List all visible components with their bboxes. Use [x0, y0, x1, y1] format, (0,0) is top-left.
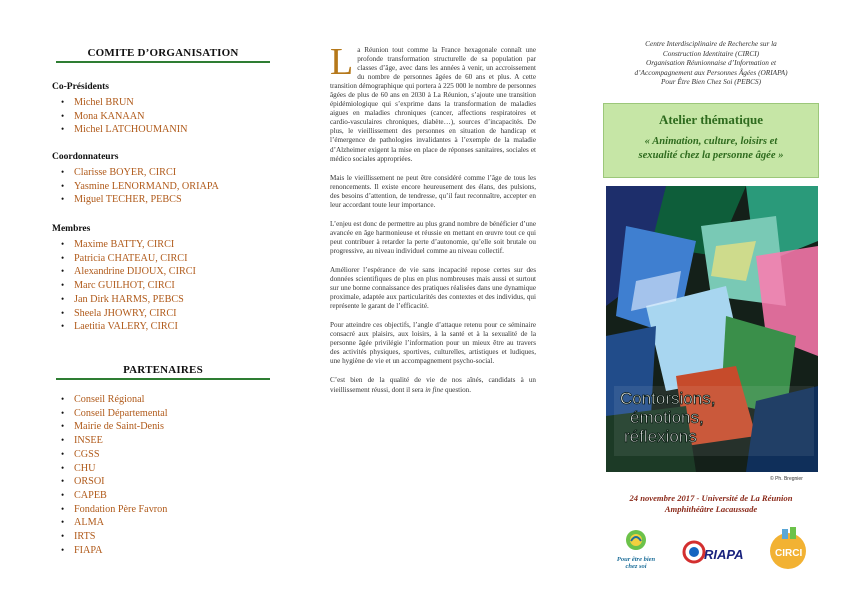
group-members [52, 224, 274, 334]
list-item: • Mona KANAAN [74, 110, 274, 124]
organizer-line: Organisation Réunionnaise d’Information et [645, 58, 777, 68]
list-item: • Miguel TECHER, PEBCS [74, 193, 274, 207]
left-panel [52, 0, 274, 600]
art-text-line: Contorsions, [620, 389, 716, 408]
circi-emblem-icon [766, 527, 810, 571]
list-item: • Maxime BATTY, CIRCI [74, 238, 274, 252]
group-title: Membres [52, 224, 91, 234]
list-item: • ORSOI [74, 475, 274, 489]
partners-title: PARTENAIRES [56, 364, 270, 380]
organizers-block [600, 39, 822, 87]
paragraph-5: Pour atteindre ces objectifs, l’angle d’attaque retenu pour ce séminaire consacré aux plaisirs, aux loisirs, à la santé et à la sexualité de la personne âgée privilégie l’information pour un mieux être au travers des activités physiques, sportives, culturelles, artistiques et ludiques, une hygiène de vie et un accompagnement psycho-social. [330, 321, 536, 366]
event-details [600, 493, 822, 515]
committee-title: COMITE D’ORGANISATION [56, 47, 270, 63]
organizer-line: Construction Identitaire (CIRCI) [662, 48, 760, 58]
partner-logos [600, 525, 822, 585]
list-item: • INSEE [74, 434, 274, 448]
cover-artwork [606, 186, 818, 472]
abstract-painting-image [606, 186, 818, 472]
group-title: Coordonnateurs [52, 152, 119, 162]
svg-text:CIRCI: CIRCI [775, 548, 803, 559]
pebcs-logo: Pour être bien chez soi [608, 529, 664, 570]
workshop-title: Atelier thématique [658, 112, 764, 127]
list-item: • Laetitia VALERY, CIRCI [74, 320, 274, 334]
member-list [52, 96, 274, 137]
drop-cap: L [330, 41, 354, 83]
organizer-line: Pour Être Bien Chez Soi (PEBCS) [660, 77, 762, 87]
photo-credit: © Ph. Bregnier [770, 476, 803, 482]
list-item: • Mairie de Saint-Denis [74, 420, 274, 434]
organizer-line: d’Accompagnement aux Personnes Âgées (ORIAPA) [634, 67, 788, 77]
oriapa-logo [682, 537, 746, 572]
workshop-title-box [603, 103, 819, 178]
intro-text-panel [330, 0, 536, 600]
pebcs-emblem-icon [625, 529, 647, 551]
event-date-place: 24 novembre 2017 - Université de La Réunion [629, 493, 793, 503]
workshop-subtitle: « Animation, culture, loisirs et sexualité chez la personne âgée » [638, 136, 784, 161]
group-copresidents [52, 82, 274, 137]
oriapa-emblem-icon [682, 537, 746, 567]
paragraph-4: Améliorer l’espérance de vie sans incapacité repose certes sur des données scientifiques de plus en plus nombreuses mais aussi et surtout sur une bonne connaissance des pratiques réalisées dans une dynamique proximale, adaptée aux particularités des contextes et des individus, qui représente le garant de l’efficacité. [330, 265, 536, 311]
list-item: • Yasmine LENORMAND, ORIAPA [74, 180, 274, 194]
paragraph-3: L’enjeu est donc de permettre au plus grand nombre de bénéficier d’une avancée en âge harmonieuse et réussie en mettant en œuvre tout ce qui peut contribuer à retarder la perte d’autonomie, qu’elle soit brutale ou progressive, au niveau individuel comme au niveau collectif. [330, 219, 536, 255]
list-item: • Jan Dirk HARMS, PEBCS [74, 293, 274, 307]
organizer-line: Centre Interdisciplinaire de Recherche sur la [645, 39, 777, 48]
art-text-line: émotions, [630, 408, 704, 427]
list-item: • Patricia CHATEAU, CIRCI [74, 252, 274, 266]
list-item: • Michel BRUN [74, 96, 274, 110]
list-item: • CAPEB [74, 489, 274, 503]
svg-text:RIAPA: RIAPA [704, 547, 744, 562]
list-item: • CGSS [74, 448, 274, 462]
group-coordinators [52, 152, 274, 207]
paragraph-1: La Réunion tout comme la France hexagonale connaît une profonde transformation structurelle de sa population par classes d’âge, avec dans les années à venir, un accroissement du nombre de personnes âgées de 60 ans et plus. A cette transition démographique qui portera à 225 000 le nombre de personnes âgées de plus de 60 ans en 2030 à La Réunion, s’ajoute une transition épidémiologique qui s’exprime dans la transformation de maladies aigues en maladies chroniques (cancer, affections respiratoires et cardio-vasculaires chroniques, diabète…), sources d’incapacités. De plus, le vieillissement des personnes en situation de handicap et l’émergence de pathologies invalidantes à l’exemple de la maladie d’Alzheimer exigent la mise en place de réponses sanitaires, sociales et médico sociales appropriées. [330, 41, 536, 163]
list-item: • Michel LATCHOUMANIN [74, 123, 274, 137]
list-item: • Conseil Régional [74, 393, 274, 407]
list-item: • Clarisse BOYER, CIRCI [74, 166, 274, 180]
event-venue: Amphithéâtre Lacaussade [664, 504, 758, 514]
list-item: • ALMA [74, 516, 274, 530]
list-item: • Alexandrine DIJOUX, CIRCI [74, 265, 274, 279]
cover-panel [600, 0, 822, 600]
member-list [52, 238, 274, 334]
group-title: Co-Présidents [52, 82, 109, 92]
paragraph-2: Mais le vieillissement ne peut être considéré comme l’âge de tous les renoncements. Il existe encore heureusement des élans, des pulsions, des besoins d’attention, de tendresse, qu’il faut reconnaître, accepter en leur accordant toute leur importance. [330, 173, 536, 209]
list-item: • Marc GUILHOT, CIRCI [74, 279, 274, 293]
list-item: • Sheela JHOWRY, CIRCI [74, 307, 274, 321]
list-item: • Conseil Départemental [74, 407, 274, 421]
list-item: • IRTS [74, 530, 274, 544]
list-item: • CHU [74, 462, 274, 476]
partners-list [52, 393, 274, 557]
list-item: • Fondation Père Favron [74, 503, 274, 517]
circi-logo [766, 527, 810, 576]
list-item: • FIAPA [74, 544, 274, 558]
member-list [52, 166, 274, 207]
paragraph-6: C’est bien de la qualité de vie de nos aînés, candidats à un vieillissement réussi, dont il sera in fine question. [330, 376, 536, 394]
art-text-line: réflexions [624, 427, 697, 446]
